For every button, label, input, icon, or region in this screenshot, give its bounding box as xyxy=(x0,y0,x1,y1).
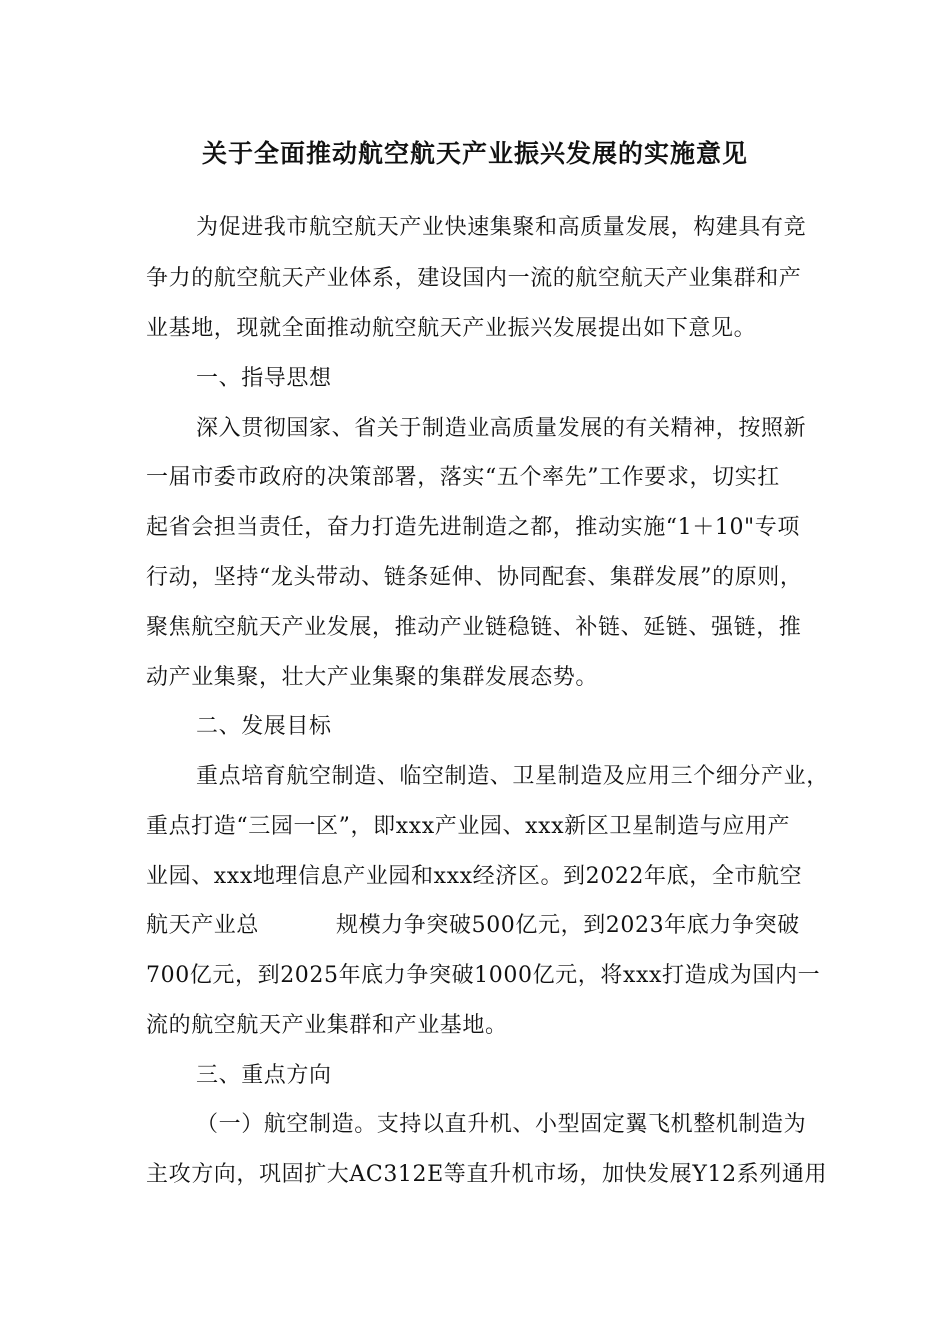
document-title: 关于全面推动航空航天产业振兴发展的实施意见 xyxy=(201,139,748,168)
paragraph-line: 动产业集聚，壮大产业集聚的集群发展态势。 xyxy=(146,665,599,690)
paragraph-line: （一）航空制造。支持以直升机、小型固定翼飞机整机制造为 xyxy=(196,1112,807,1137)
section-heading: 二、发展目标 xyxy=(196,714,332,739)
paragraph-line: 争力的航空航天产业体系，建设国内一流的航空航天产业集群和产 xyxy=(146,266,802,291)
paragraph-line: 航天产业总 xyxy=(146,913,260,938)
section-heading: 一、指导思想 xyxy=(196,366,332,391)
paragraph-line: 深入贯彻国家、省关于制造业高质量发展的有关精神，按照新 xyxy=(196,416,807,441)
paragraph-line: 业园、xxx地理信息产业园和xxx经济区。到2022年底，全市航空 xyxy=(146,864,803,889)
paragraph-line: 一届市委市政府的决策部署，落实“五个率先”工作要求，切实扛 xyxy=(146,465,780,490)
paragraph-line: 行动，坚持“龙头带动、链条延伸、协同配套、集群发展”的原则， xyxy=(146,565,803,590)
section-heading: 三、重点方向 xyxy=(196,1063,332,1088)
paragraph-line: 700亿元，到2025年底力争突破1000亿元，将xxx打造成为国内一 xyxy=(146,963,821,988)
paragraph-line: 重点培育航空制造、临空制造、卫星制造及应用三个细分产业， xyxy=(196,764,829,789)
paragraph-line: 重点打造“三园一区”，即xxx产业园、xxx新区卫星制造与应用产 xyxy=(146,814,791,839)
paragraph-line: 起省会担当责任，奋力打造先进制造之都，推动实施“1＋10"专项 xyxy=(146,515,800,540)
paragraph-line: 聚焦航空航天产业发展，推动产业链稳链、补链、延链、强链，推 xyxy=(146,615,802,640)
paragraph-line: 业基地，现就全面推动航空航天产业振兴发展提出如下意见。 xyxy=(146,316,757,341)
paragraph-line: 为促进我市航空航天产业快速集聚和高质量发展，构建具有竞 xyxy=(196,215,807,240)
paragraph-line: 主攻方向，巩固扩大AC312E等直升机市场，加快发展Y12系列通用 xyxy=(146,1162,828,1187)
paragraph-line: 规模力争突破500亿元，到2023年底力争突破 xyxy=(336,913,800,938)
paragraph-line: 流的航空航天产业集群和产业基地。 xyxy=(146,1013,508,1038)
